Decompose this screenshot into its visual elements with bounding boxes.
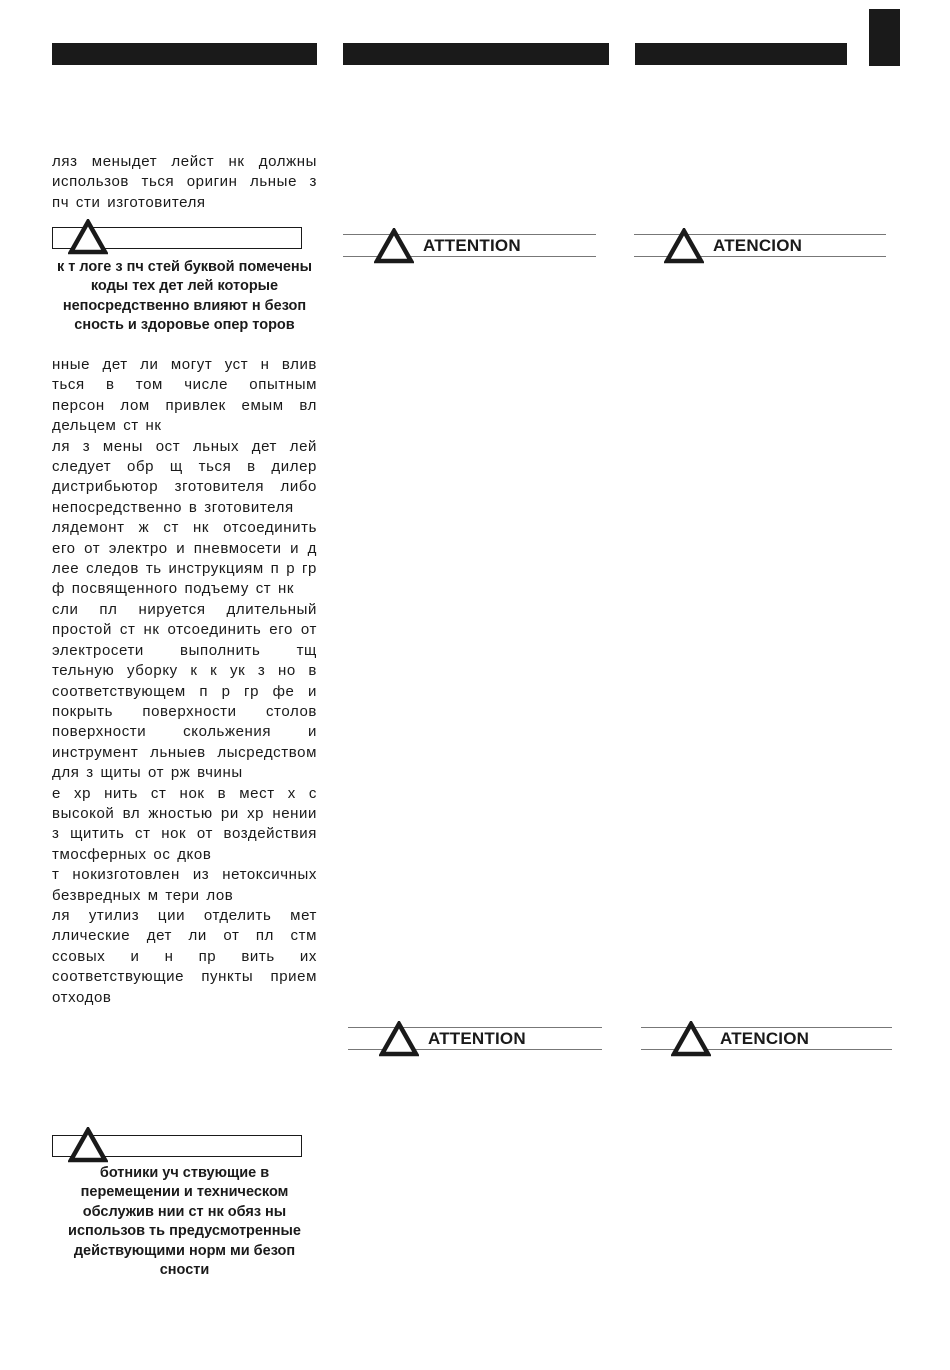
ru-para-7: ля утилиз ции отделить мет ллические дет ли от пл стм ссовых и н пр вить их соответствующие пункты прием отходов bbox=[52, 906, 317, 1006]
warning-triangle-icon bbox=[68, 1127, 108, 1163]
ru-warning-2-text: ботники уч ствующие в перемещении и техническом обслужив нии ст нк обяз ны использов ть предусмотренные действующими норм ми безоп сности bbox=[68, 1165, 301, 1279]
header-bar-right bbox=[635, 43, 847, 65]
ru-intro-text: ляз меныдет лейст нк должны использов ться оригин льные з пч сти изготовителя bbox=[52, 153, 317, 211]
attention-label-bottom: ATTENTION bbox=[428, 1029, 526, 1048]
ru-para-5: е хр нить ст нок в мест х с высокой вл жностью ри хр нении з щитить ст нок от воздействия тмосферных ос дков bbox=[52, 784, 317, 863]
warning-triangle-icon bbox=[68, 219, 108, 255]
warning-triangle-icon bbox=[379, 1021, 419, 1057]
warning-triangle-icon bbox=[374, 228, 414, 264]
ru-para-2: ля з мены ост льных дет лей следует обр щ ться в дилер дистрибьютор зготовителя либо непосредственно в зготовителя bbox=[52, 437, 317, 516]
ru-para-6: т нокизготовлен из нетоксичных безвредных м тери лов bbox=[52, 866, 317, 904]
ru-warning-1-text: к т логе з пч стей буквой помечены коды тех дет лей которые непосредственно влияют н безоп сность и здоровье опер торов bbox=[56, 259, 313, 334]
ru-para-4: сли пл нируется длительный простой ст нк отсоединить его от электросети выполнить тщ тельную уборку к к ук з но в соответствующем п р гр фе и покрыть поверхности столов поверхности скольжения и инструмент льныев лысредством для з щиты от рж вчины bbox=[52, 600, 317, 782]
ru-para-3: лядемонт ж ст нк отсоединить его от электро и пневмосети и д лее следов ть инструкциям п р гр ф посвященного подъему ст нк bbox=[52, 519, 317, 598]
ru-intro bbox=[52, 152, 317, 213]
atencion-label-top: ATENCION bbox=[713, 236, 803, 255]
ru-para-1: нные дет ли могут уст н влив ться в том числе опытным персон лом привлек емым вл дельцем ст нк bbox=[52, 356, 317, 435]
warning-triangle-icon bbox=[664, 228, 704, 264]
header-bar-middle bbox=[343, 43, 609, 65]
attention-label-top: ATTENTION bbox=[423, 236, 521, 255]
warning-triangle-icon bbox=[671, 1021, 711, 1057]
ru-body bbox=[52, 355, 317, 1008]
atencion-label-bottom: ATENCION bbox=[720, 1029, 810, 1048]
header-bar-left bbox=[52, 43, 317, 65]
page-edge-tab bbox=[869, 9, 900, 66]
